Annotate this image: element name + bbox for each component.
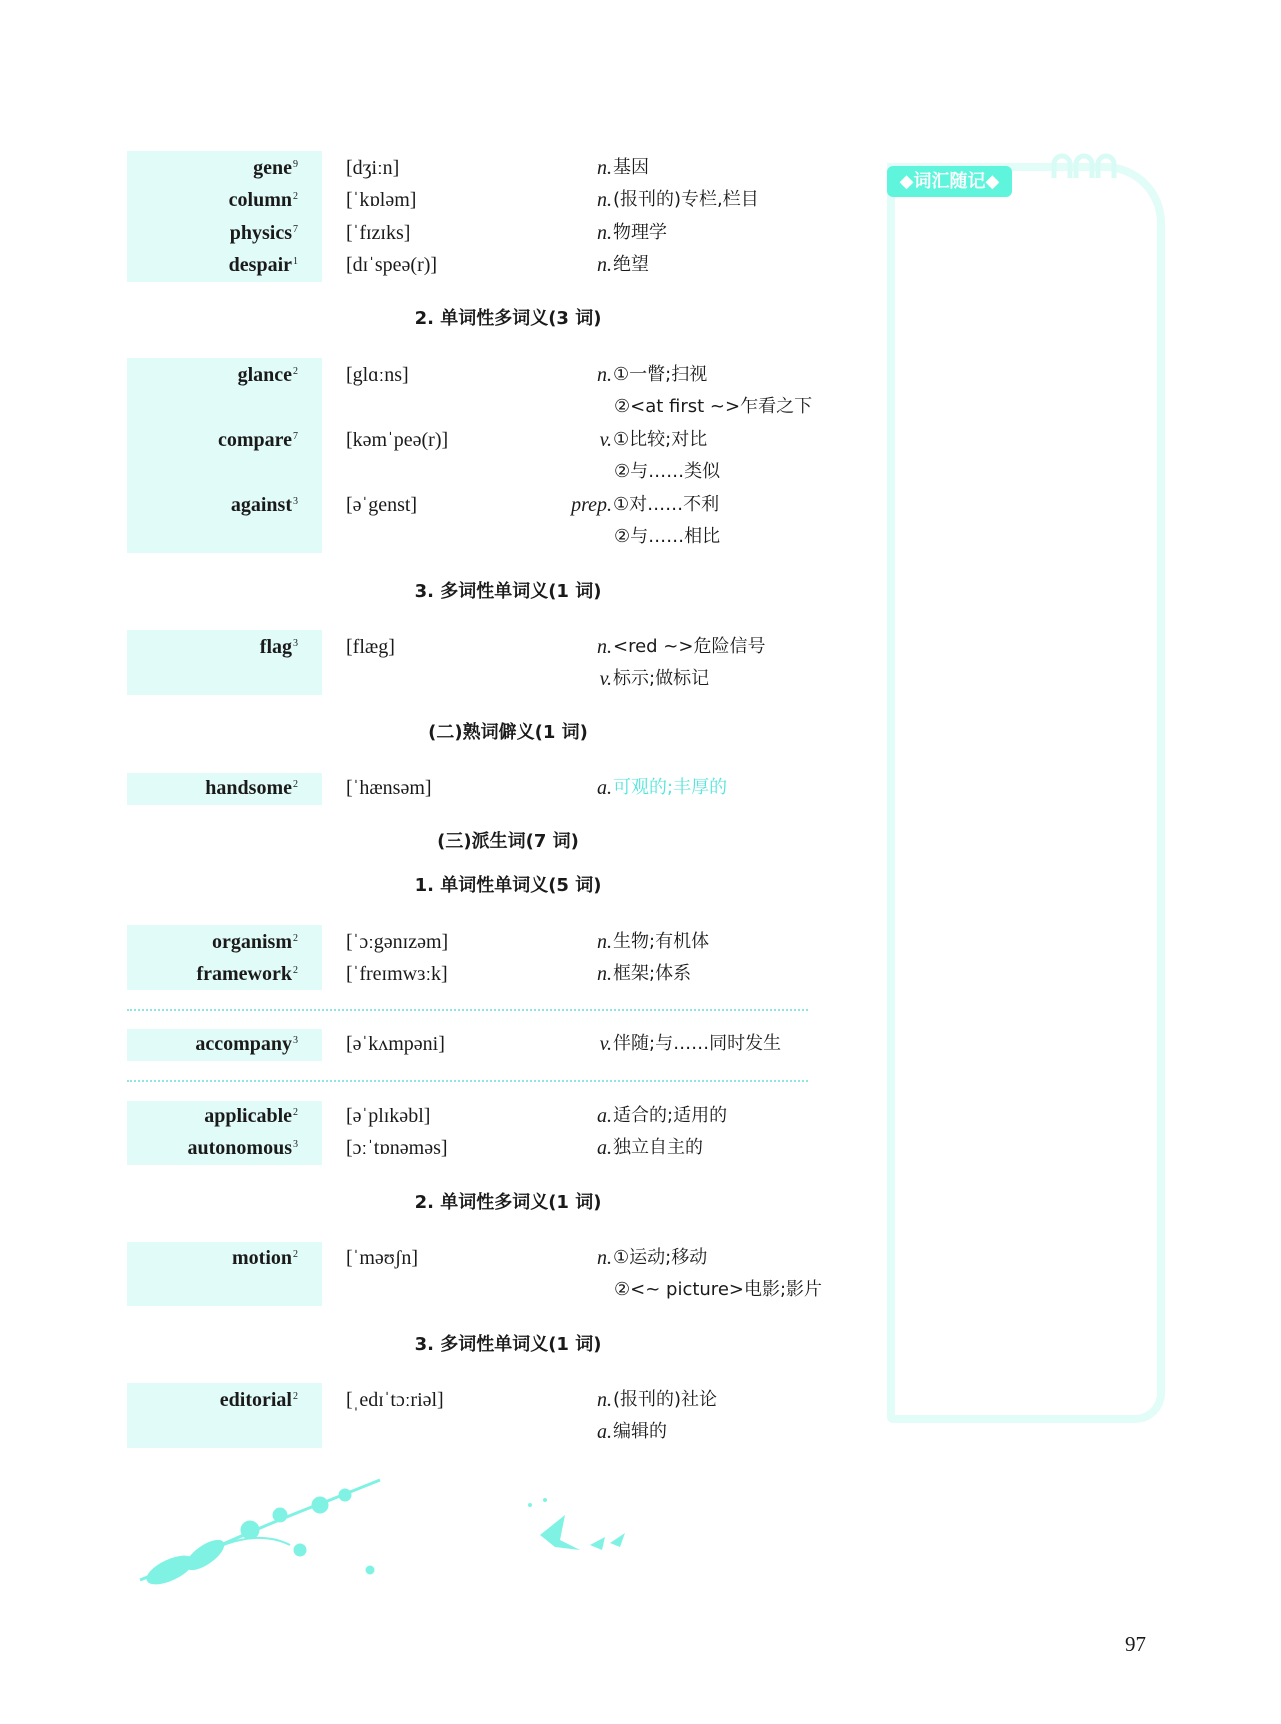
section-heading: 1. 单词性单词义(5 词) <box>414 875 602 896</box>
definition: ②与……类似 <box>614 461 721 483</box>
phonetic: [ˈfɪzɪks] <box>346 221 411 244</box>
headword-text: compare <box>217 428 292 451</box>
headword <box>188 1136 298 1160</box>
definition: 基因 <box>613 157 649 178</box>
headword <box>229 253 298 277</box>
definition: ①运动;移动 <box>613 1247 708 1268</box>
definition: ②<~ picture>电影;影片 <box>614 1279 823 1301</box>
definition: 伴随;与……同时发生 <box>613 1033 782 1054</box>
headword-text: handsome <box>205 777 292 799</box>
part-of-speech: n. <box>597 254 612 277</box>
headword-text: physics <box>229 221 292 244</box>
part-of-speech: n. <box>597 1247 612 1269</box>
frequency-superscript: 3 <box>293 1035 298 1046</box>
part-of-speech: n. <box>597 189 612 212</box>
frequency-superscript: 3 <box>293 1139 298 1151</box>
phonetic: [ˈməʊʃn] <box>346 1247 419 1269</box>
definition: <red ~>危险信号 <box>613 636 766 657</box>
headword-text: against <box>230 493 292 516</box>
definition: 独立自主的 <box>613 1137 703 1159</box>
part-of-speech: n. <box>597 636 612 658</box>
part-of-speech: n. <box>597 157 612 179</box>
frequency-superscript: 2 <box>293 965 298 977</box>
part-of-speech: a. <box>597 777 612 799</box>
definition: 物理学 <box>613 221 667 243</box>
definition: ②<at first ~>乍看之下 <box>614 396 813 418</box>
definition: ①一瞥;扫视 <box>613 364 708 385</box>
headword <box>238 363 298 387</box>
frequency-superscript: 2 <box>293 191 298 203</box>
headword-text: glance <box>237 364 292 386</box>
headword <box>230 221 298 245</box>
phonetic: [ˌedɪˈtɔːriəl] <box>346 1389 444 1411</box>
phonetic: [əˈplɪkəbl] <box>346 1105 431 1127</box>
headword-text: accompany <box>195 1033 292 1055</box>
headword <box>232 1246 298 1270</box>
part-of-speech: v. <box>599 428 612 451</box>
word-highlight-box <box>127 358 322 553</box>
page-number: 97 <box>1125 1632 1146 1656</box>
definition: 标示;做标记 <box>613 668 710 690</box>
frequency-superscript: 3 <box>293 638 298 649</box>
headword-text: autonomous <box>187 1137 292 1160</box>
frequency-superscript: 2 <box>293 1249 298 1260</box>
frequency-superscript: 2 <box>293 1107 298 1118</box>
part-of-speech: a. <box>597 1105 612 1127</box>
headword <box>231 493 298 517</box>
phonetic: [flæg] <box>346 636 395 658</box>
headword <box>229 188 298 212</box>
frequency-superscript: 7 <box>293 223 298 235</box>
section-heading: 3. 多词性单词义(1 词) <box>414 1334 602 1355</box>
phonetic: [dɪˈspeə(r)] <box>346 254 438 277</box>
phonetic: [əˈgenst] <box>346 493 418 516</box>
frequency-superscript: 3 <box>293 495 298 507</box>
frequency-superscript: 2 <box>293 933 298 944</box>
phonetic: [ˈfreɪmwɜːk] <box>346 963 448 986</box>
definition: ②与……相比 <box>614 526 721 547</box>
definition: 生物;有机体 <box>613 931 710 952</box>
headword <box>253 156 298 180</box>
phonetic: [glɑːns] <box>346 364 409 386</box>
birds-icon <box>520 1495 635 1560</box>
definition: ①比较;对比 <box>613 428 708 450</box>
headword-text: column <box>228 189 292 212</box>
definition: 适合的;适用的 <box>613 1105 728 1126</box>
section-heading: (三)派生词(7 词) <box>437 831 579 852</box>
frequency-superscript: 9 <box>293 159 298 170</box>
frequency-superscript: 2 <box>293 1391 298 1402</box>
frequency-superscript: 2 <box>293 366 298 377</box>
headword-text: organism <box>212 931 292 953</box>
definition: (报刊的)专栏,栏目 <box>613 189 759 211</box>
frequency-superscript: 7 <box>293 430 298 442</box>
notes-panel <box>887 163 1165 1423</box>
headword <box>195 1032 298 1056</box>
part-of-speech: v. <box>599 668 612 691</box>
part-of-speech: a. <box>597 1421 612 1444</box>
frequency-superscript: 2 <box>293 779 298 790</box>
definition: 编辑的 <box>613 1421 667 1443</box>
dotted-divider <box>127 1009 808 1011</box>
part-of-speech: v. <box>599 1033 612 1055</box>
headword <box>220 1388 298 1412</box>
phonetic: [ˈhænsəm] <box>346 777 432 799</box>
headword-text: applicable <box>204 1105 292 1127</box>
headword <box>204 1104 298 1128</box>
part-of-speech: n. <box>597 221 612 244</box>
headword <box>196 962 298 986</box>
headword-text: editorial <box>219 1389 292 1411</box>
phonetic: [kəmˈpeə(r)] <box>346 428 449 451</box>
dotted-divider <box>127 1080 808 1082</box>
binder-rings-icon <box>1050 150 1120 180</box>
section-heading: 3. 多词性单词义(1 词) <box>414 581 602 602</box>
part-of-speech: n. <box>597 963 612 986</box>
definition: (报刊的)社论 <box>613 1389 718 1410</box>
part-of-speech: n. <box>597 931 612 953</box>
phonetic: [əˈkʌmpəni] <box>346 1033 445 1055</box>
phonetic: [ɔːˈtɒnəməs] <box>346 1137 448 1160</box>
flower-branch-icon <box>130 1470 410 1590</box>
notes-panel-label: ◆词汇随记◆ <box>887 166 1012 197</box>
phonetic: [ˈkɒləm] <box>346 189 417 212</box>
phonetic: [dʒiːn] <box>346 157 400 179</box>
headword <box>260 635 298 659</box>
part-of-speech: a. <box>597 1137 612 1160</box>
phonetic: [ˈɔːgənɪzəm] <box>346 931 449 953</box>
headword-text: motion <box>232 1247 292 1269</box>
headword <box>212 930 298 954</box>
headword <box>218 428 298 452</box>
section-heading: (二)熟词僻义(1 词) <box>428 722 588 743</box>
section-heading: 2. 单词性多词义(3 词) <box>414 308 602 329</box>
frequency-superscript: 1 <box>293 256 298 268</box>
headword-text: flag <box>259 636 292 658</box>
headword <box>205 776 298 800</box>
definition: 框架;体系 <box>613 963 692 985</box>
headword-text: despair <box>228 254 292 277</box>
definition: 可观的;丰厚的 <box>613 777 728 798</box>
headword-text: framework <box>196 963 292 986</box>
headword-text: gene <box>253 157 292 179</box>
definition: 绝望 <box>613 254 649 276</box>
part-of-speech: n. <box>597 1389 612 1411</box>
part-of-speech: prep. <box>571 493 612 516</box>
section-heading: 2. 单词性多词义(1 词) <box>414 1192 602 1213</box>
part-of-speech: n. <box>597 364 612 386</box>
definition: ①对……不利 <box>613 493 720 515</box>
